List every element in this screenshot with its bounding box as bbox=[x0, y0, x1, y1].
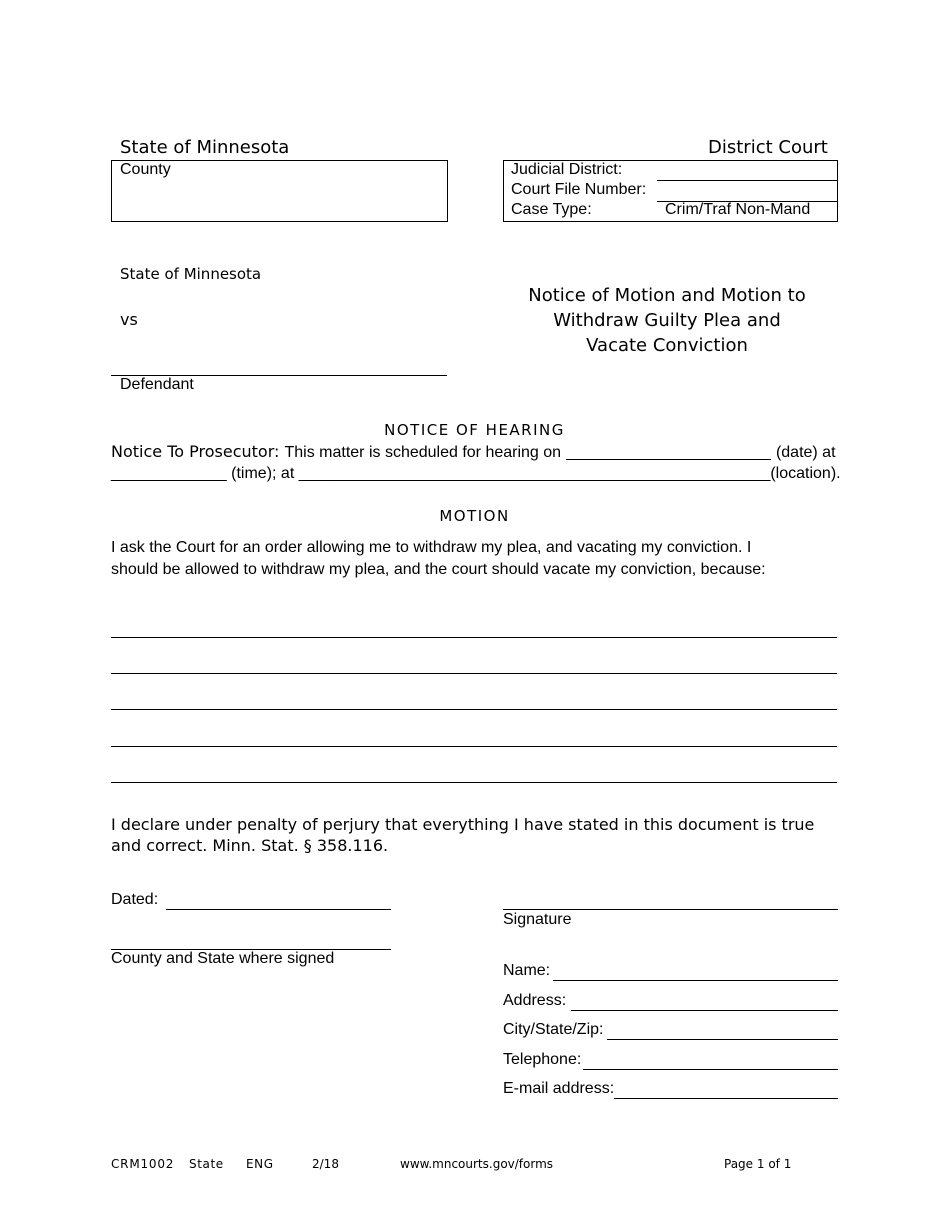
title-line-1: Notice of Motion and Motion to bbox=[528, 285, 806, 306]
case-type-label: Case Type: bbox=[511, 201, 592, 218]
reason-line[interactable] bbox=[111, 673, 837, 674]
case-type-value: Crim/Traf Non-Mand bbox=[665, 201, 811, 218]
page-number: Page 1 of 1 bbox=[724, 1157, 792, 1171]
footer-language: ENG bbox=[246, 1157, 274, 1171]
signature-label: Signature bbox=[503, 911, 572, 928]
declaration-line-2: and correct. Minn. Stat. § 358.116. bbox=[111, 836, 389, 855]
vs-label: vs bbox=[120, 310, 138, 329]
notice-text bbox=[111, 441, 856, 484]
county-box[interactable] bbox=[111, 160, 448, 222]
court-label: District Court bbox=[708, 137, 828, 158]
motion-line-1: I ask the Court for an order allowing me to withdraw my plea, and vacating my conviction. I bbox=[111, 539, 752, 556]
title-line-3: Vacate Conviction bbox=[586, 335, 748, 356]
email-field[interactable] bbox=[614, 1098, 838, 1099]
judicial-district-label: Judicial District: bbox=[511, 161, 623, 178]
name-label: Name: bbox=[503, 962, 551, 979]
hearing-location-field[interactable]: _____________________________________________________ bbox=[298, 465, 771, 482]
case-info-box bbox=[503, 160, 838, 222]
prosecutor-label: Notice To Prosecutor: bbox=[111, 442, 280, 461]
title-line-2: Withdraw Guilty Plea and bbox=[553, 310, 781, 331]
county-state-label: County and State where signed bbox=[111, 950, 335, 967]
plaintiff-name: State of Minnesota bbox=[120, 265, 262, 283]
hearing-date-field[interactable]: _______________________ bbox=[566, 444, 771, 461]
city-state-zip-field[interactable] bbox=[607, 1039, 838, 1040]
dated-label: Dated: bbox=[111, 891, 159, 908]
defendant-label: Defendant bbox=[120, 376, 194, 393]
document-title bbox=[497, 283, 837, 358]
email-label: E-mail address: bbox=[503, 1080, 615, 1097]
reason-line[interactable] bbox=[111, 709, 837, 710]
reason-line[interactable] bbox=[111, 746, 837, 747]
notice-line-1-text: This matter is scheduled for hearing on bbox=[284, 444, 562, 461]
footer-jurisdiction: State bbox=[189, 1157, 224, 1171]
judicial-district-field[interactable] bbox=[657, 180, 837, 181]
footer-revision: 2/18 bbox=[312, 1157, 339, 1171]
hearing-time-field[interactable]: _____________ bbox=[111, 465, 227, 482]
dated-field[interactable] bbox=[166, 909, 391, 910]
reason-line[interactable] bbox=[111, 637, 837, 638]
signature-field[interactable] bbox=[503, 909, 838, 910]
telephone-field[interactable] bbox=[583, 1069, 838, 1070]
address-field[interactable] bbox=[571, 1010, 838, 1011]
notice-heading: NOTICE OF HEARING bbox=[384, 421, 565, 439]
reason-line[interactable] bbox=[111, 782, 837, 783]
motion-text bbox=[111, 537, 841, 581]
motion-line-2: should be allowed to withdraw my plea, and the court should vacate my conviction, because: bbox=[111, 561, 766, 578]
telephone-label: Telephone: bbox=[503, 1051, 582, 1068]
court-file-number-label: Court File Number: bbox=[511, 181, 647, 198]
county-label: County bbox=[120, 161, 171, 178]
name-field[interactable] bbox=[553, 980, 838, 981]
notice-line-1-end: (date) at bbox=[775, 444, 836, 461]
notice-line-2-end: (location). bbox=[770, 465, 841, 482]
form-code: CRM1002 bbox=[111, 1157, 175, 1171]
declaration-text bbox=[111, 814, 851, 856]
notice-line-2-mid: (time); at bbox=[231, 465, 295, 482]
footer-url[interactable]: www.mncourts.gov/forms bbox=[400, 1157, 554, 1171]
city-state-zip-label: City/State/Zip: bbox=[503, 1021, 604, 1038]
motion-heading: MOTION bbox=[439, 507, 510, 525]
address-label: Address: bbox=[503, 992, 567, 1009]
declaration-line-1: I declare under penalty of perjury that everything I have stated in this document is true bbox=[111, 815, 815, 834]
state-label: State of Minnesota bbox=[120, 137, 290, 158]
